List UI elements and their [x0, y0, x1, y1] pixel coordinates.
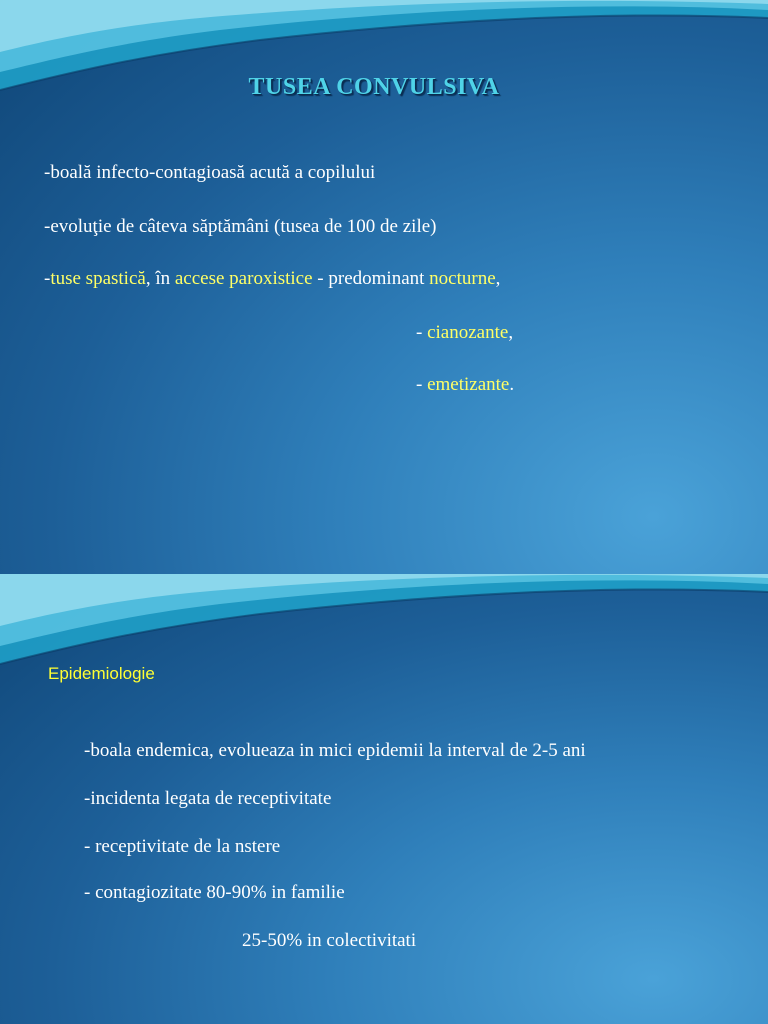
dash: -: [416, 374, 428, 395]
term-emetizante: emetizante: [427, 374, 510, 395]
bullet-endemic: -boala endemica, evolueaza in mici epidemii la interval de 2-5 ani: [84, 740, 586, 761]
line-definition: -boală infecto-contagioasă acută a copilului: [44, 162, 376, 183]
line-evolution: -evoluţie de câteva săptămâni (tusea de 100 de zile): [44, 216, 437, 237]
punctuation: ,: [508, 322, 514, 343]
line-symptoms: [44, 268, 500, 290]
bullet-collectivities: 25-50% in colectivitati: [242, 930, 417, 951]
term-tuse-spastica: tuse spastică: [50, 268, 146, 289]
section-heading: Epidemiologie: [48, 664, 155, 683]
term-cianozante: cianozante: [427, 322, 509, 343]
punctuation: ,: [495, 268, 501, 289]
bullet-contagiousness: - contagiozitate 80-90% in familie: [84, 882, 345, 903]
separator: - predominant: [312, 268, 430, 289]
slide-2: [0, 574, 768, 1024]
bullet-incidence: -incidenta legata de receptivitate: [84, 788, 332, 809]
dash: -: [416, 322, 428, 343]
line-emetizante: [416, 374, 514, 396]
bullet-receptivity: - receptivitate de la nstere: [84, 836, 281, 857]
punctuation: .: [509, 374, 515, 395]
dash: -: [44, 268, 51, 289]
slide-title: TUSEA CONVULSIVA: [248, 74, 500, 100]
line-cianozante: [416, 322, 513, 344]
separator: , în: [145, 268, 175, 289]
term-nocturne: nocturne: [429, 268, 496, 289]
term-accese-paroxistice: accese paroxistice: [174, 268, 313, 289]
